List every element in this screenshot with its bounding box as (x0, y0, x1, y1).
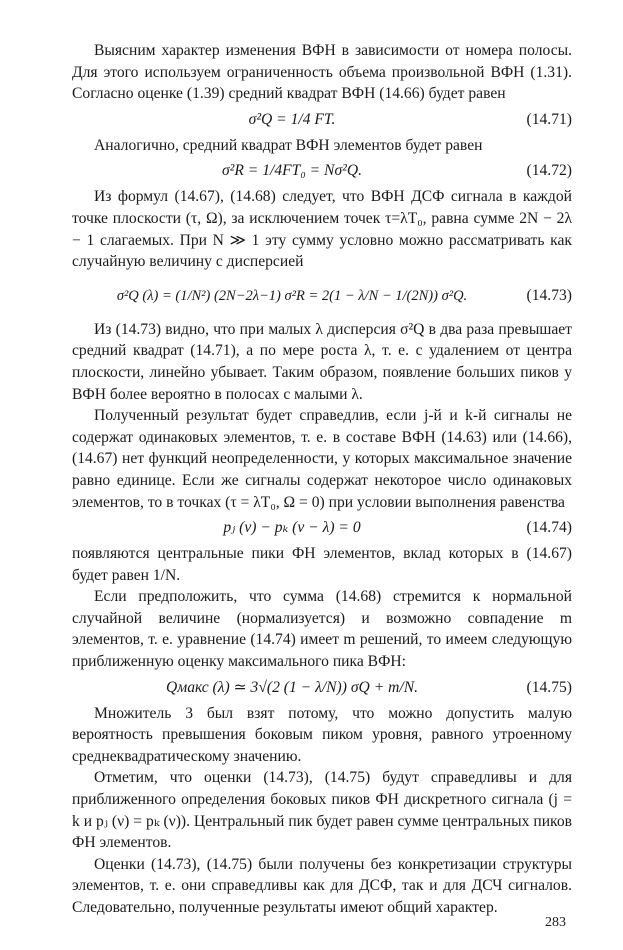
equation-number: (14.71) (526, 110, 572, 128)
equation-body: σ²Q = 1/4 FT. (248, 110, 336, 128)
equation-body: pⱼ (ν) − pₖ (ν − λ) = 0 (223, 519, 361, 537)
paragraph-8: Множитель 3 был взят потому, что можно допустить малую вероятность превышения боковым пиком уровня, равного утроенному среднеквадратическому значению. (72, 704, 572, 765)
page-number: 283 (545, 915, 566, 930)
paragraph-7: Если предположить, что сумма (14.68) стремится к нормальной случайной величине (нормализуется) и возможно совпадение m элементов, т. е. уравнение (14.74) имеет m решений, то имеем следующую приближенную оценку максимального пика ВФН: (72, 588, 572, 671)
equation-14-71 (72, 105, 572, 135)
paragraph-4: Из (14.73) видно, что при малых λ дисперсия σ²Q в два раза превышает средний квадрат (14.71), а по мере роста λ, т. е. с удалением от центра плоскости, линейно убывает. Таким образом, появление больших пиков у ВФН более вероятно в полосах с малыми λ. (72, 320, 572, 403)
equation-number: (14.73) (526, 286, 572, 304)
paragraph-9: Отметим, что оценки (14.73), (14.75) будут справедливы и для приближенного определения боковых пиков ФН дискретного сигнала (j = k и pⱼ (ν) = pₖ (ν)). Центральный пик будет равен сумме центральных пиков ФН элементов. (72, 769, 572, 852)
paragraph-3: Из формул (14.67), (14.68) следует, что ВФН ДСФ сигнала в каждой точке плоскости (τ, Ω), за исключением точек τ=λT₀, равна сумме 2N − 2λ − 1 слагаемых. При N ≫ 1 эту сумму условно можно рассматривать как случайную величину с дисперсией (72, 188, 572, 271)
equation-body: σ²R = 1/4FT₀ = Nσ²Q. (221, 162, 362, 180)
equation-14-73 (72, 273, 572, 319)
paragraph-1: Выясним характер изменения ВФН в зависимости от номера полосы. Для этого используем ограниченность объема произвольной ВФН (1.31). Согласно оценке (1.39) средний квадрат ВФН (14.66) будет равен (72, 42, 572, 103)
equation-number: (14.75) (526, 678, 572, 696)
paragraph-2: Аналогично, средний квадрат ВФН элементов будет равен (94, 136, 483, 154)
page-content (72, 40, 572, 919)
equation-body: σ²Q (λ) = (1/N²) (2N−2λ−1) σ²R = 2(1 − λ/N − 1/(2N)) σ²Q. (116, 287, 468, 304)
equation-14-72 (72, 156, 572, 186)
equation-body: Qмакс (λ) ≃ 3√(2 (1 − λ/N)) σQ + m/N. (165, 678, 419, 696)
paragraph-5: Полученный результат будет справедлив, если j-й и k-й сигналы не содержат одинаковых элементов, т. е. в составе ВФН (14.63) или (14.66), (14.67) нет функций неопределенности, у которых максимальное значение равно единице. Если же сигналы содержат некоторое число одинаковых элементов, то в точках (τ = λT₀, Ω = 0) при условии выполнения равенства (72, 407, 572, 511)
equation-14-74 (72, 513, 572, 543)
paragraph-10: Оценки (14.73), (14.75) были получены без конкретизации структуры элементов, т. е. они справедливы как для ДСФ, так и для ДСЧ сигналов. Следовательно, полученные результаты имеют общий характер. (72, 855, 572, 916)
equation-14-75 (72, 673, 572, 703)
equation-number: (14.72) (526, 162, 572, 180)
paragraph-6: появляются центральные пики ФН элементов, вклад которых в (14.67) будет равен 1/N. (72, 545, 572, 584)
equation-number: (14.74) (526, 519, 572, 537)
